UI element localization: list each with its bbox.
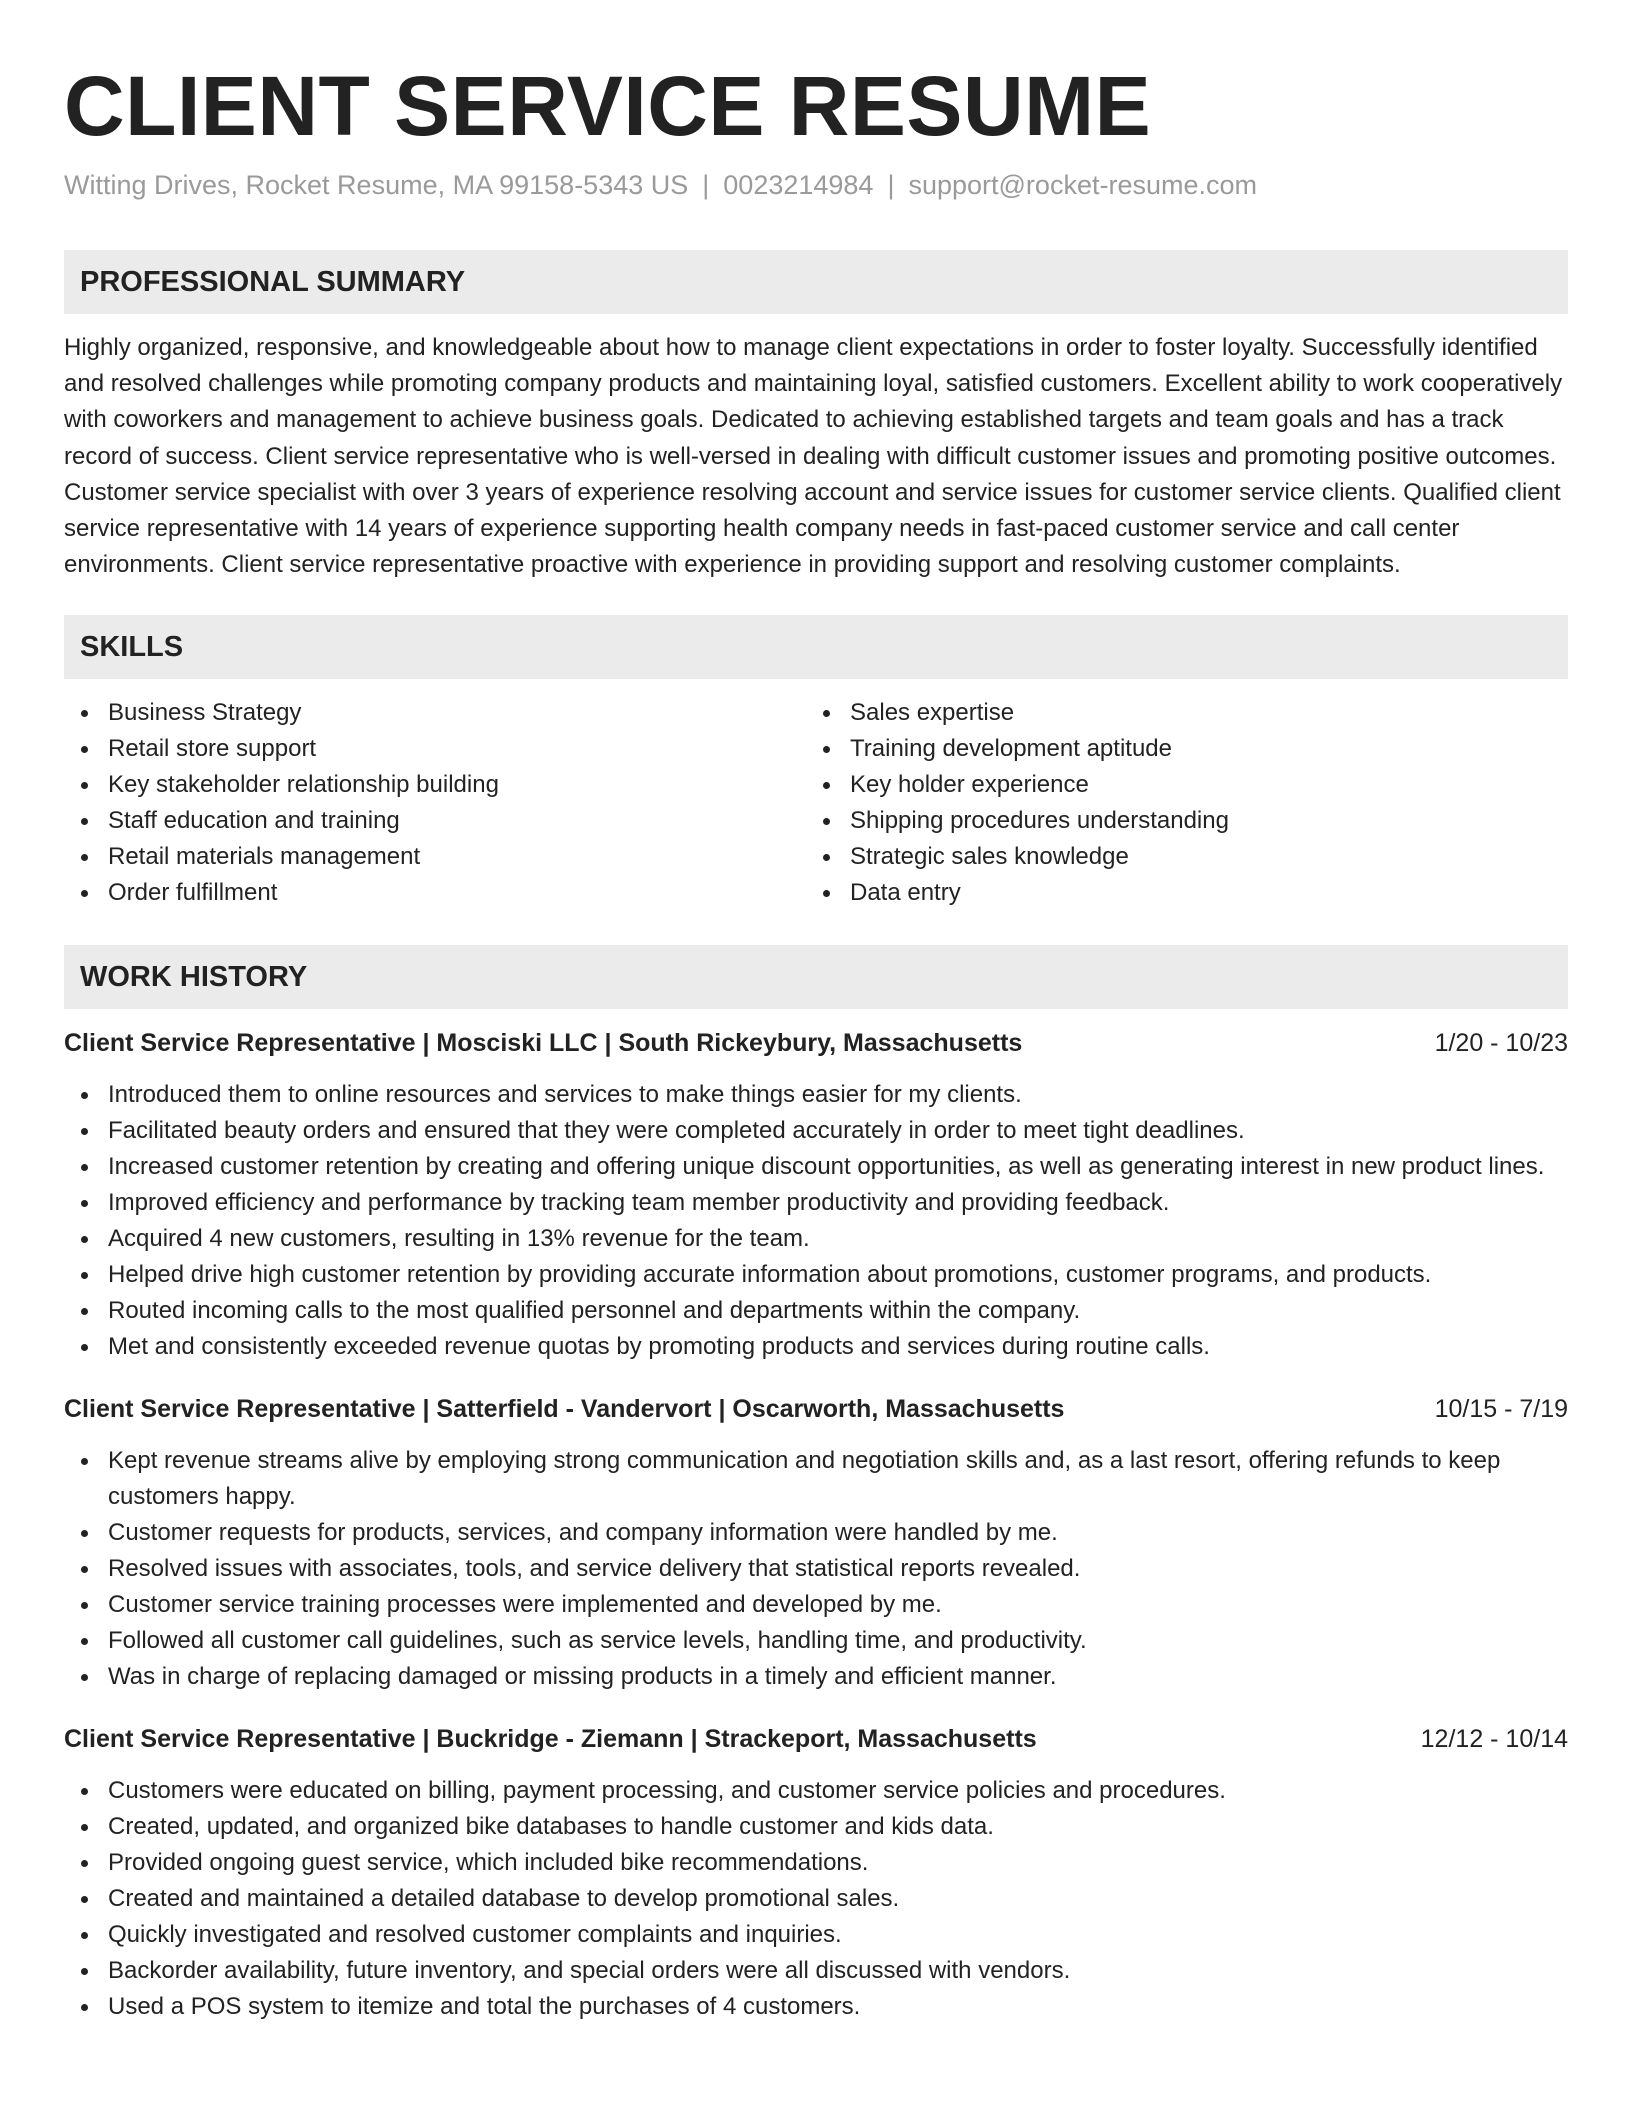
job-bullet: Backorder availability, future inventory, and special orders were all discussed with vendors. (108, 1953, 1568, 1989)
job-header (64, 1391, 1568, 1427)
skill-item: Strategic sales knowledge (850, 839, 1568, 875)
job-title: Client Service Representative | Mosciski LLC | South Rickeybury, Massachusetts (64, 1029, 1023, 1058)
skill-item: Data entry (850, 875, 1568, 911)
job-bullet: Created, updated, and organized bike databases to handle customer and kids data. (108, 1809, 1568, 1845)
job-bullet: Customer requests for products, services, and company information were handled by me. (108, 1515, 1568, 1551)
summary-heading: PROFESSIONAL SUMMARY (64, 250, 1568, 314)
job-bullet: Introduced them to online resources and services to make things easier for my clients. (108, 1077, 1568, 1113)
contact-address: Witting Drives, Rocket Resume, MA 99158-5343 US (64, 170, 689, 200)
job-bullet: Acquired 4 new customers, resulting in 13% revenue for the team. (108, 1221, 1568, 1257)
resume-title: CLIENT SERVICE RESUME (64, 59, 1152, 153)
job-title: Client Service Representative | Satterfield - Vandervort | Oscarworth, Massachusetts (64, 1395, 1065, 1424)
job-bullet: Customers were educated on billing, payment processing, and customer service policies and procedures. (108, 1773, 1568, 1809)
contact-phone: 0023214984 (723, 170, 874, 200)
job-bullet: Customer service training processes were implemented and developed by me. (108, 1587, 1568, 1623)
job-bullet: Improved efficiency and performance by tracking team member productivity and providing feedback. (108, 1185, 1568, 1221)
job-dates: 12/12 - 10/14 (1420, 1725, 1568, 1754)
job-bullet: Kept revenue streams alive by employing strong communication and negotiation skills and, as a last resort, offering refunds to keep customers happy. (108, 1443, 1568, 1515)
job-bullet: Facilitated beauty orders and ensured that they were completed accurately in order to meet tight deadlines. (108, 1113, 1568, 1149)
job-bullets (64, 1773, 1568, 2025)
work-history-heading: WORK HISTORY (64, 945, 1568, 1009)
skill-item: Order fulfillment (108, 875, 806, 911)
job-header (64, 1025, 1568, 1061)
job-header (64, 1721, 1568, 1757)
job-entry (64, 1025, 1568, 1365)
contact-separator: | (887, 170, 895, 200)
job-entry (64, 1391, 1568, 1695)
skill-item: Retail store support (108, 731, 806, 767)
job-bullet: Met and consistently exceeded revenue quotas by promoting products and services during routine calls. (108, 1329, 1568, 1365)
contact-line (64, 168, 1568, 202)
job-dates: 10/15 - 7/19 (1434, 1395, 1568, 1424)
job-bullet: Routed incoming calls to the most qualified personnel and departments within the company. (108, 1293, 1568, 1329)
skill-item: Key stakeholder relationship building (108, 767, 806, 803)
jobs-list (64, 1025, 1568, 2025)
contact-email: support@rocket-resume.com (908, 170, 1257, 200)
skill-item: Training development aptitude (850, 731, 1568, 767)
skills-list-left (64, 695, 806, 911)
job-bullet: Increased customer retention by creating and offering unique discount opportunities, as well as generating interest in new product lines. (108, 1149, 1568, 1185)
contact-separator: | (702, 170, 710, 200)
skill-item: Business Strategy (108, 695, 806, 731)
skill-item: Key holder experience (850, 767, 1568, 803)
skill-item: Retail materials management (108, 839, 806, 875)
job-bullet: Resolved issues with associates, tools, and service delivery that statistical reports revealed. (108, 1551, 1568, 1587)
job-bullet: Used a POS system to itemize and total the purchases of 4 customers. (108, 1989, 1568, 2025)
job-dates: 1/20 - 10/23 (1434, 1029, 1568, 1058)
skill-item: Staff education and training (108, 803, 806, 839)
job-bullet: Provided ongoing guest service, which included bike recommendations. (108, 1845, 1568, 1881)
job-bullets (64, 1077, 1568, 1365)
job-bullet: Followed all customer call guidelines, such as service levels, handling time, and productivity. (108, 1623, 1568, 1659)
job-bullet: Quickly investigated and resolved customer complaints and inquiries. (108, 1917, 1568, 1953)
skills-list-right (806, 695, 1568, 911)
job-bullets (64, 1443, 1568, 1695)
job-bullet: Helped drive high customer retention by providing accurate information about promotions, customer programs, and products. (108, 1257, 1568, 1293)
skill-item: Sales expertise (850, 695, 1568, 731)
job-bullet: Created and maintained a detailed database to develop promotional sales. (108, 1881, 1568, 1917)
skill-item: Shipping procedures understanding (850, 803, 1568, 839)
job-entry (64, 1721, 1568, 2025)
resume-page (64, 0, 1568, 2025)
job-title: Client Service Representative | Buckridge - Ziemann | Strackeport, Massachusetts (64, 1725, 1037, 1754)
summary-text: Highly organized, responsive, and knowledgeable about how to manage client expectations in order to foster loyalty. Successfully identified and resolved challenges while promoting company products and maintaining loyal, satisfied customers. Excellent ability to work cooperatively with coworkers and management to achieve business goals. Dedicated to achieving established targets and team goals and has a track record of success. Client service representative who is well-versed in dealing with difficult customer issues and promoting positive outcomes. Customer service specialist with over 3 years of experience resolving account and service issues for customer service clients. Qualified client service representative with 14 years of experience supporting health company needs in fast-paced customer service and call center environments. Client service representative proactive with experience in providing support and resolving customer complaints. (64, 334, 1563, 579)
skills-columns (64, 695, 1568, 911)
job-bullet: Was in charge of replacing damaged or missing products in a timely and efficient manner. (108, 1659, 1568, 1695)
skills-heading: SKILLS (64, 615, 1568, 679)
